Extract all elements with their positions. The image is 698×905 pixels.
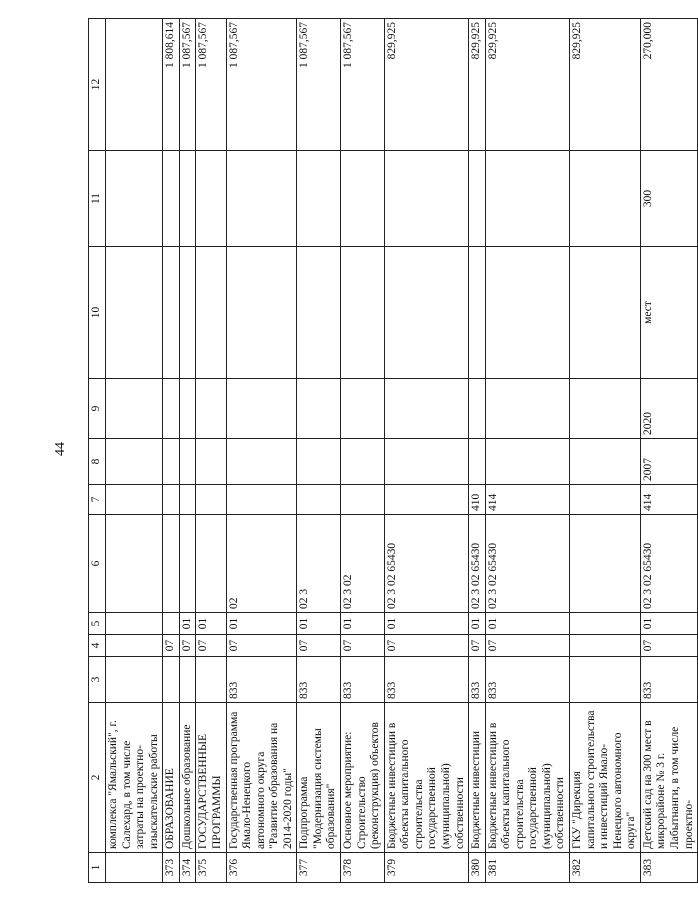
table-cell-c8 (179, 439, 196, 485)
table-cell-c2: Государственная программа Ямало-Ненецкого автономного округа "Развитие образования на 2014-2020 годы" (226, 703, 297, 853)
table-cell-c1: 379 (384, 853, 468, 883)
table-cell-c6: 02 3 02 65430 (485, 515, 569, 613)
table-cell-c9 (196, 379, 226, 439)
table-cell-c8 (485, 439, 569, 485)
table-cell-c5 (163, 613, 180, 635)
table-cell-c1: 373 (163, 853, 180, 883)
table-row (196, 19, 226, 883)
table-cell-c2: Основное мероприятие: Строительство (реконструкция) объектов (341, 703, 385, 853)
table-cell-c8 (384, 439, 468, 485)
table-cell-c6 (570, 515, 641, 613)
table-cell-c7 (297, 485, 341, 515)
table-cell-c10 (297, 247, 341, 379)
table-cell-c10 (226, 247, 297, 379)
table-cell-c11 (384, 151, 468, 247)
table-cell-c1: 382 (570, 853, 641, 883)
table-cell-c1 (106, 853, 163, 883)
table-cell-c9 (226, 379, 297, 439)
table-cell-c3 (179, 657, 196, 703)
table-cell-c8 (570, 439, 641, 485)
table-cell-c12: 1 087,567 (341, 19, 385, 151)
column-header-3: 3 (89, 657, 106, 703)
table-cell-c5: 01 (297, 613, 341, 635)
table-cell-c9 (485, 379, 569, 439)
table-cell-c4: 07 (196, 635, 226, 657)
table-cell-c7 (196, 485, 226, 515)
table-cell-c9 (341, 379, 385, 439)
table-cell-c12: 1 087,567 (297, 19, 341, 151)
table-cell-c11 (106, 151, 163, 247)
table-cell-c5 (570, 613, 641, 635)
table-cell-c12 (106, 19, 163, 151)
table-cell-c12: 1 087,567 (226, 19, 297, 151)
table-cell-c9 (469, 379, 486, 439)
table-cell-c4: 07 (469, 635, 486, 657)
table-cell-c2: комплекса "Ямальский", г. Салехард, в том числе затраты на проектно-изыскательские работы (106, 703, 163, 853)
table-cell-c11 (341, 151, 385, 247)
column-header-8: 8 (89, 439, 106, 485)
budget-table (88, 18, 698, 883)
table-cell-c1: 383 (640, 853, 697, 883)
table-cell-c12: 829,925 (570, 19, 641, 151)
table-cell-c9 (106, 379, 163, 439)
table-cell-c5: 01 (384, 613, 468, 635)
table-cell-c2: Подпрограмма "Модернизация системы образования" (297, 703, 341, 853)
table-row (179, 19, 196, 883)
table-cell-c3: 833 (297, 657, 341, 703)
table-cell-c5: 01 (640, 613, 697, 635)
table-cell-c6 (106, 515, 163, 613)
table-cell-c1: 377 (297, 853, 341, 883)
table-cell-c11 (179, 151, 196, 247)
table-cell-c2: Детский сад на 300 мест в микрорайоне № 3 г. Лабытнанги, в том числе проектно- (640, 703, 697, 853)
table-cell-c7 (179, 485, 196, 515)
table-cell-c7: 414 (485, 485, 569, 515)
table-cell-c10 (469, 247, 486, 379)
table-row (297, 19, 341, 883)
table-cell-c5: 01 (179, 613, 196, 635)
table-cell-c4: 07 (179, 635, 196, 657)
column-header-10: 10 (89, 247, 106, 379)
table-cell-c7 (384, 485, 468, 515)
table-cell-c9 (570, 379, 641, 439)
table-cell-c11 (196, 151, 226, 247)
table-cell-c1: 381 (485, 853, 569, 883)
table-cell-c4 (570, 635, 641, 657)
table-cell-c10 (341, 247, 385, 379)
table-cell-c3: 833 (485, 657, 569, 703)
table-cell-c1: 374 (179, 853, 196, 883)
table-cell-c1: 378 (341, 853, 385, 883)
table-cell-c6: 02 3 02 65430 (469, 515, 486, 613)
table-cell-c7 (570, 485, 641, 515)
table-cell-c2: ГКУ "Дирекция капитального строительства и инвестиций Ямало-Ненецкого автономного округа" (570, 703, 641, 853)
table-cell-c10 (384, 247, 468, 379)
table-row (106, 19, 163, 883)
table-cell-c12: 1 087,567 (196, 19, 226, 151)
table-cell-c4: 07 (163, 635, 180, 657)
table-cell-c10 (485, 247, 569, 379)
table-cell-c3: 833 (640, 657, 697, 703)
table-cell-c11 (163, 151, 180, 247)
table-cell-c12: 270,000 (640, 19, 697, 151)
table-cell-c6 (163, 515, 180, 613)
table-row (163, 19, 180, 883)
table-cell-c8 (469, 439, 486, 485)
column-header-12: 12 (89, 19, 106, 151)
table-cell-c6 (179, 515, 196, 613)
table-cell-c9 (384, 379, 468, 439)
table-cell-c1: 380 (469, 853, 486, 883)
table-cell-c8 (196, 439, 226, 485)
table-cell-c3 (196, 657, 226, 703)
table-cell-c7 (341, 485, 385, 515)
table-row (570, 19, 641, 883)
column-header-11: 11 (89, 151, 106, 247)
table-row (341, 19, 385, 883)
table-cell-c8 (341, 439, 385, 485)
table-cell-c3: 833 (226, 657, 297, 703)
table-cell-c10 (179, 247, 196, 379)
table-cell-c12: 829,925 (485, 19, 569, 151)
table-cell-c9: 2020 (640, 379, 697, 439)
table-cell-c12: 829,925 (469, 19, 486, 151)
table-cell-c9 (163, 379, 180, 439)
table-cell-c9 (297, 379, 341, 439)
table-cell-c5: 01 (469, 613, 486, 635)
table-cell-c11 (297, 151, 341, 247)
table-cell-c2: ГОСУДАРСТВЕННЫЕ ПРОГРАММЫ (196, 703, 226, 853)
table-cell-c5: 01 (226, 613, 297, 635)
table-cell-c9 (179, 379, 196, 439)
table-cell-c3: 833 (341, 657, 385, 703)
table-cell-c4: 07 (485, 635, 569, 657)
table-cell-c12: 1 808,614 (163, 19, 180, 151)
column-header-5: 5 (89, 613, 106, 635)
table-cell-c8 (106, 439, 163, 485)
table-row (640, 19, 697, 883)
table-cell-c7 (106, 485, 163, 515)
table-cell-c2: Бюджетные инвестиции в объекты капитального строительства государственной (муниципальной) собственности (384, 703, 468, 853)
table-cell-c8 (226, 439, 297, 485)
column-header-6: 6 (89, 515, 106, 613)
table-cell-c8 (297, 439, 341, 485)
table-cell-c6: 02 3 (297, 515, 341, 613)
table-cell-c3: 833 (384, 657, 468, 703)
table-cell-c11 (469, 151, 486, 247)
page-number: 44 (53, 442, 68, 456)
table-cell-c8: 2007 (640, 439, 697, 485)
table-cell-c12: 1 087,567 (179, 19, 196, 151)
table-cell-c5: 01 (341, 613, 385, 635)
column-header-7: 7 (89, 485, 106, 515)
column-header-4: 4 (89, 635, 106, 657)
table-body (106, 19, 698, 883)
table-cell-c10 (163, 247, 180, 379)
table-cell-c3: 833 (469, 657, 486, 703)
table-cell-c5: 01 (485, 613, 569, 635)
table-cell-c3 (163, 657, 180, 703)
table-cell-c7 (163, 485, 180, 515)
table-cell-c4: 07 (384, 635, 468, 657)
table-row (384, 19, 468, 883)
header-row (89, 19, 106, 883)
table-cell-c11 (570, 151, 641, 247)
table-cell-c4 (106, 635, 163, 657)
table-cell-c6: 02 3 02 (341, 515, 385, 613)
table-cell-c2: Бюджетные инвестиции в объекты капитального строительства государственной (муниципальной) собственности (485, 703, 569, 853)
table-cell-c4: 07 (226, 635, 297, 657)
table-cell-c8 (163, 439, 180, 485)
table-cell-c11 (226, 151, 297, 247)
table-cell-c1: 375 (196, 853, 226, 883)
table-cell-c7: 410 (469, 485, 486, 515)
table-cell-c6 (196, 515, 226, 613)
table-cell-c4: 07 (297, 635, 341, 657)
table-row (485, 19, 569, 883)
table-cell-c7 (226, 485, 297, 515)
table-cell-c10 (570, 247, 641, 379)
table-cell-c6: 02 3 02 65430 (640, 515, 697, 613)
table-cell-c1: 376 (226, 853, 297, 883)
table-cell-c12: 829,925 (384, 19, 468, 151)
table-row (226, 19, 297, 883)
table-cell-c6: 02 (226, 515, 297, 613)
table-cell-c11: 300 (640, 151, 697, 247)
table-cell-c10: мест (640, 247, 697, 379)
table-cell-c3 (106, 657, 163, 703)
table-cell-c5 (106, 613, 163, 635)
table-cell-c10 (106, 247, 163, 379)
table-row (469, 19, 486, 883)
column-header-9: 9 (89, 379, 106, 439)
column-header-2: 2 (89, 703, 106, 853)
table-cell-c2: Бюджетные инвестиции (469, 703, 486, 853)
table-cell-c11 (485, 151, 569, 247)
table-cell-c10 (196, 247, 226, 379)
column-header-1: 1 (89, 853, 106, 883)
table-cell-c2: Дошкольное образование (179, 703, 196, 853)
table-cell-c7: 414 (640, 485, 697, 515)
table-cell-c4: 07 (640, 635, 697, 657)
table-cell-c6: 02 3 02 65430 (384, 515, 468, 613)
table-cell-c4: 07 (341, 635, 385, 657)
table-cell-c2: ОБРАЗОВАНИЕ (163, 703, 180, 853)
table-cell-c3 (570, 657, 641, 703)
table-cell-c5: 01 (196, 613, 226, 635)
